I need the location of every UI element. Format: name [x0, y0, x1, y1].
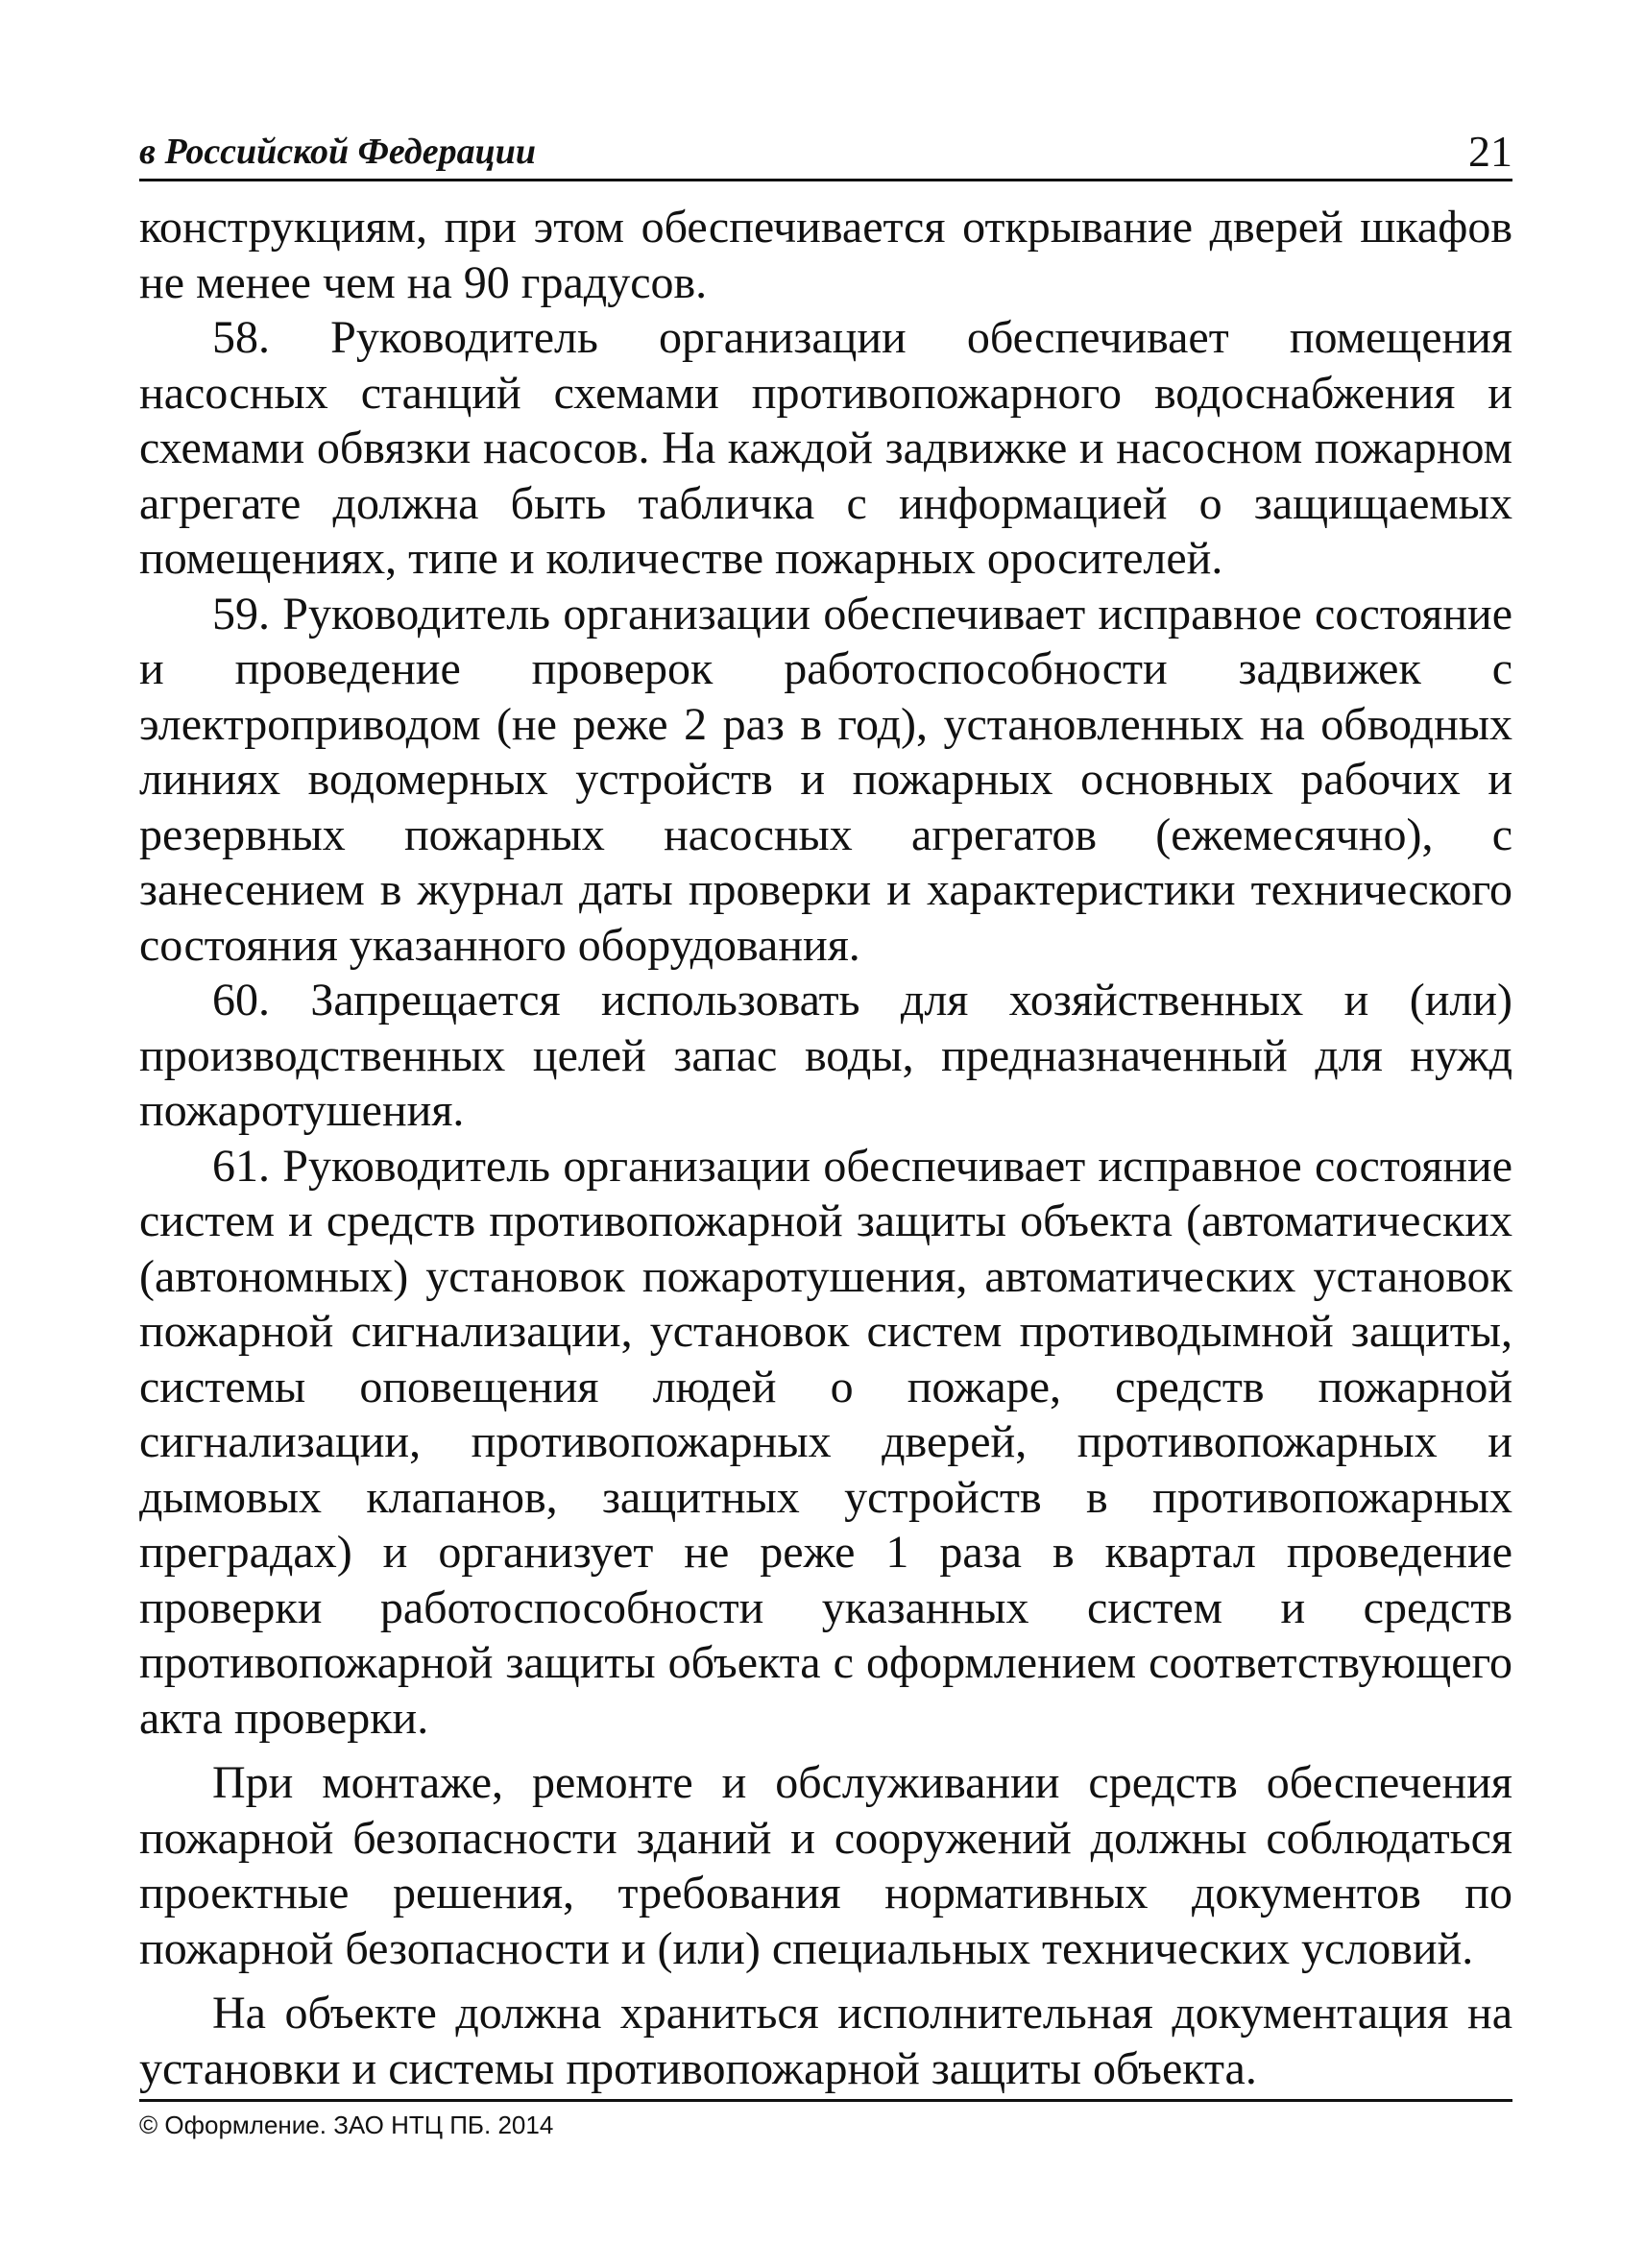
- paragraph-60: 60. Запрещается использовать для хозяйственных и (или) производственных целей запас воды, предназначенный для нужд пожаротушения.: [139, 975, 1512, 1136]
- paragraph-59: 59. Руководитель организации обеспечивает исправное состояние и проведение проверок работоспособности задвижек с электроприводом (не реже 2 раз в год), установленных на обводных линиях водомерных устройств и пожарных основных рабочих и резервных пожарных насосных агрегатов (ежемесячно), с занесением в журнал даты проверки и характеристики технического состояния указанного оборудования.: [139, 588, 1512, 971]
- footer-divider: [139, 2099, 1512, 2102]
- header-title: в Российской Федерации: [139, 132, 536, 172]
- paragraph-61: 61. Руководитель организации обеспечивает исправное состояние систем и средств противопожарной защиты объекта (автоматических (автономных) установок пожаротушения, автоматических установок пожарной сигнализации, установок систем противодымной защиты, системы оповещения людей о пожаре, средств пожарной сигнализации, противопожарных дверей, противопожарных и дымовых клапанов, защитных устройств в противопожарных преградах) и организует не реже 1 раза в квартал проведение проверки работоспособности указанных систем и средств противопожарной защиты объекта с оформлением соответствующего акта проверки.: [139, 1140, 1512, 1744]
- paragraph-installation: При монтаже, ремонте и обслуживании средств обеспечения пожарной безопасности зданий и сооружений должны соблюдаться проектные решения, требования нормативных документов по пожарной безопасности и (или) специальных технических условий.: [139, 1757, 1512, 1974]
- paragraph-continuation: конструкциям, при этом обеспечивается открывание дверей шкафов не менее чем на 90 градусов.: [139, 202, 1512, 308]
- paragraph-documentation: На объекте должна храниться исполнительная документация на установки и системы противопожарной защиты объекта.: [139, 1988, 1512, 2094]
- running-header: [139, 123, 1512, 181]
- page-number: 21: [1468, 127, 1512, 176]
- footer-copyright: © Оформление. ЗАО НТЦ ПБ. 2014: [139, 2111, 554, 2139]
- document-page: [139, 0, 1512, 2268]
- body-text: [139, 200, 1512, 2096]
- paragraph-58: 58. Руководитель организации обеспечивает помещения насосных станций схемами противопожарного водоснабжения и схемами обвязки насосов. На каждой задвижке и насосном пожарном агрегате должна быть табличка с информацией о защищаемых помещениях, типе и количестве пожарных оросителей.: [139, 312, 1512, 584]
